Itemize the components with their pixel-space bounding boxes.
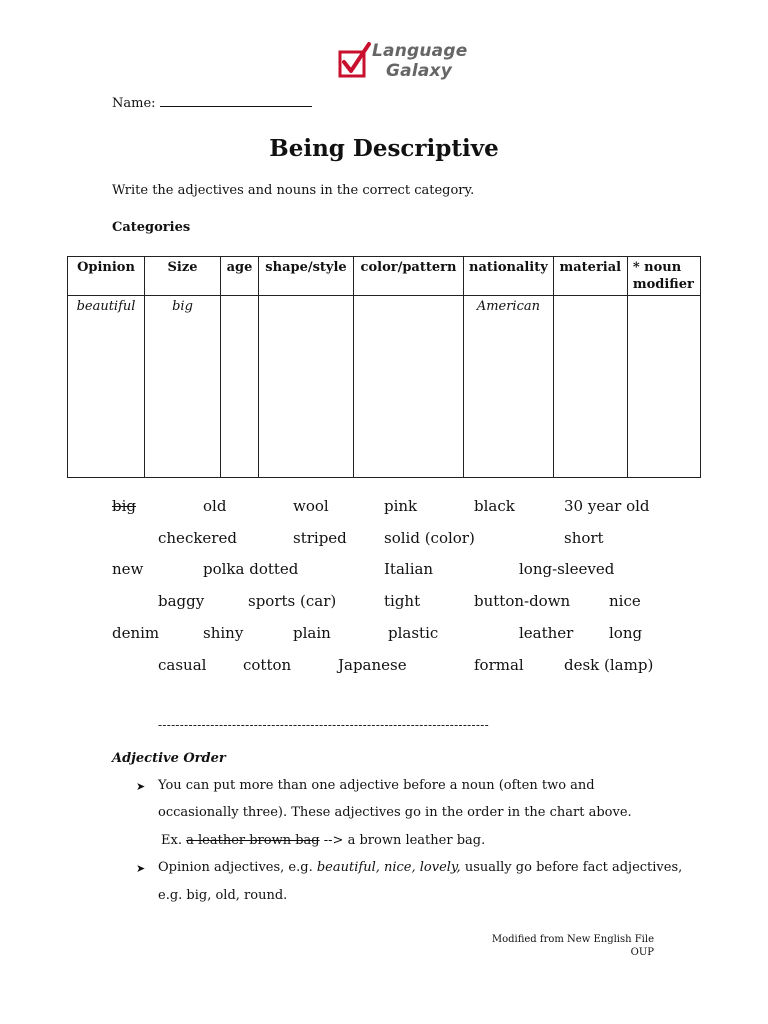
header-nationality: nationality — [464, 257, 554, 296]
page-title: Being Descriptive — [269, 135, 499, 162]
word-bank-item[interactable]: button-down — [474, 592, 571, 610]
name-blank-line[interactable] — [160, 94, 312, 107]
header-opinion: Opinion — [68, 257, 145, 296]
header-noun-modifier: * noun modifier — [627, 257, 700, 296]
cell-material[interactable] — [553, 296, 627, 478]
word-bank-item[interactable]: black — [474, 497, 515, 515]
example-right: --> a brown leather bag. — [323, 833, 486, 848]
cell-color-pattern[interactable] — [354, 296, 464, 478]
logo-text-language: Language — [372, 41, 468, 61]
word-bank-item[interactable]: plastic — [388, 624, 439, 642]
table-header-row — [68, 257, 701, 296]
word-bank-item[interactable]: sports (car) — [248, 592, 337, 610]
header-age: age — [221, 257, 259, 296]
cell-nationality[interactable]: American — [464, 296, 554, 478]
word-bank-item[interactable]: pink — [384, 497, 418, 515]
arrow-bullet-icon: ➤ — [136, 862, 146, 875]
table-row — [68, 296, 701, 478]
bullet1-line2: occasionally three). These adjectives go in the order in the chart above. — [158, 805, 632, 820]
word-bank-item[interactable]: nice — [609, 592, 641, 610]
word-bank-item[interactable]: Italian — [384, 560, 434, 578]
credit-line1: Modified from New English File — [491, 934, 654, 945]
word-bank-item[interactable]: 30 year old — [564, 497, 650, 515]
cell-opinion[interactable]: beautiful — [68, 296, 145, 478]
section-divider: ---------------------------------------------------------------------------- — [158, 718, 489, 732]
word-bank-item[interactable]: solid (color) — [384, 529, 475, 547]
categories-table — [67, 256, 701, 478]
source-credit — [492, 933, 654, 959]
word-bank-item[interactable]: plain — [293, 624, 331, 642]
bullet1-line1: You can put more than one adjective before a noun (often two and — [158, 778, 595, 793]
word-bank-item[interactable]: formal — [474, 656, 524, 674]
word-bank-item[interactable]: leather — [519, 624, 574, 642]
bullet2-line1 — [158, 860, 682, 875]
header-shape-style: shape/style — [259, 257, 354, 296]
word-bank-item[interactable]: Japanese — [338, 656, 407, 674]
cell-noun-modifier[interactable] — [627, 296, 700, 478]
name-label: Name: — [112, 96, 156, 111]
example-prefix: Ex. — [161, 833, 182, 848]
cell-size[interactable]: big — [145, 296, 221, 478]
word-bank-item[interactable]: baggy — [158, 592, 205, 610]
categories-heading: Categories — [112, 220, 191, 235]
word-bank-item[interactable]: desk (lamp) — [564, 656, 654, 674]
word-bank-item[interactable]: wool — [293, 497, 329, 515]
instruction-text: Write the adjectives and nouns in the correct category. — [112, 183, 475, 198]
name-field[interactable] — [112, 94, 312, 111]
checkmark-box-icon — [338, 42, 372, 82]
example-line — [161, 833, 485, 848]
word-bank-item[interactable]: old — [203, 497, 227, 515]
bullet2-line2: e.g. big, old, round. — [158, 888, 288, 903]
cell-shape-style[interactable] — [259, 296, 354, 478]
word-bank-item[interactable]: short — [564, 529, 604, 547]
header-material: material — [553, 257, 627, 296]
bullet2-prefix: Opinion adjectives, e.g. — [158, 860, 313, 875]
arrow-bullet-icon: ➤ — [136, 780, 146, 793]
word-bank-item[interactable]: polka dotted — [203, 560, 299, 578]
header-size: Size — [145, 257, 221, 296]
word-bank-item[interactable]: checkered — [158, 529, 237, 547]
bullet2-italic: beautiful, nice, lovely, — [316, 860, 461, 875]
word-bank-item[interactable]: long-sleeved — [519, 560, 615, 578]
word-bank-item[interactable]: cotton — [243, 656, 292, 674]
cell-age[interactable] — [221, 296, 259, 478]
word-bank-item[interactable]: casual — [158, 656, 207, 674]
credit-line2: OUP — [630, 947, 654, 958]
header-color-pattern: color/pattern — [354, 257, 464, 296]
bullet2-suffix: usually go before fact adjectives, — [464, 860, 683, 875]
adjective-order-heading: Adjective Order — [112, 751, 226, 766]
word-bank-item[interactable]: tight — [384, 592, 421, 610]
word-bank-item[interactable]: shiny — [203, 624, 244, 642]
word-bank-item[interactable]: long — [609, 624, 643, 642]
word-bank-item[interactable]: new — [112, 560, 144, 578]
example-wrong: a leather brown bag — [186, 833, 320, 848]
word-bank-item[interactable]: striped — [293, 529, 347, 547]
word-bank-item[interactable]: big — [112, 497, 137, 515]
word-bank-item[interactable]: denim — [112, 624, 160, 642]
logo-text-galaxy: Galaxy — [386, 61, 452, 81]
language-galaxy-logo — [330, 36, 500, 92]
